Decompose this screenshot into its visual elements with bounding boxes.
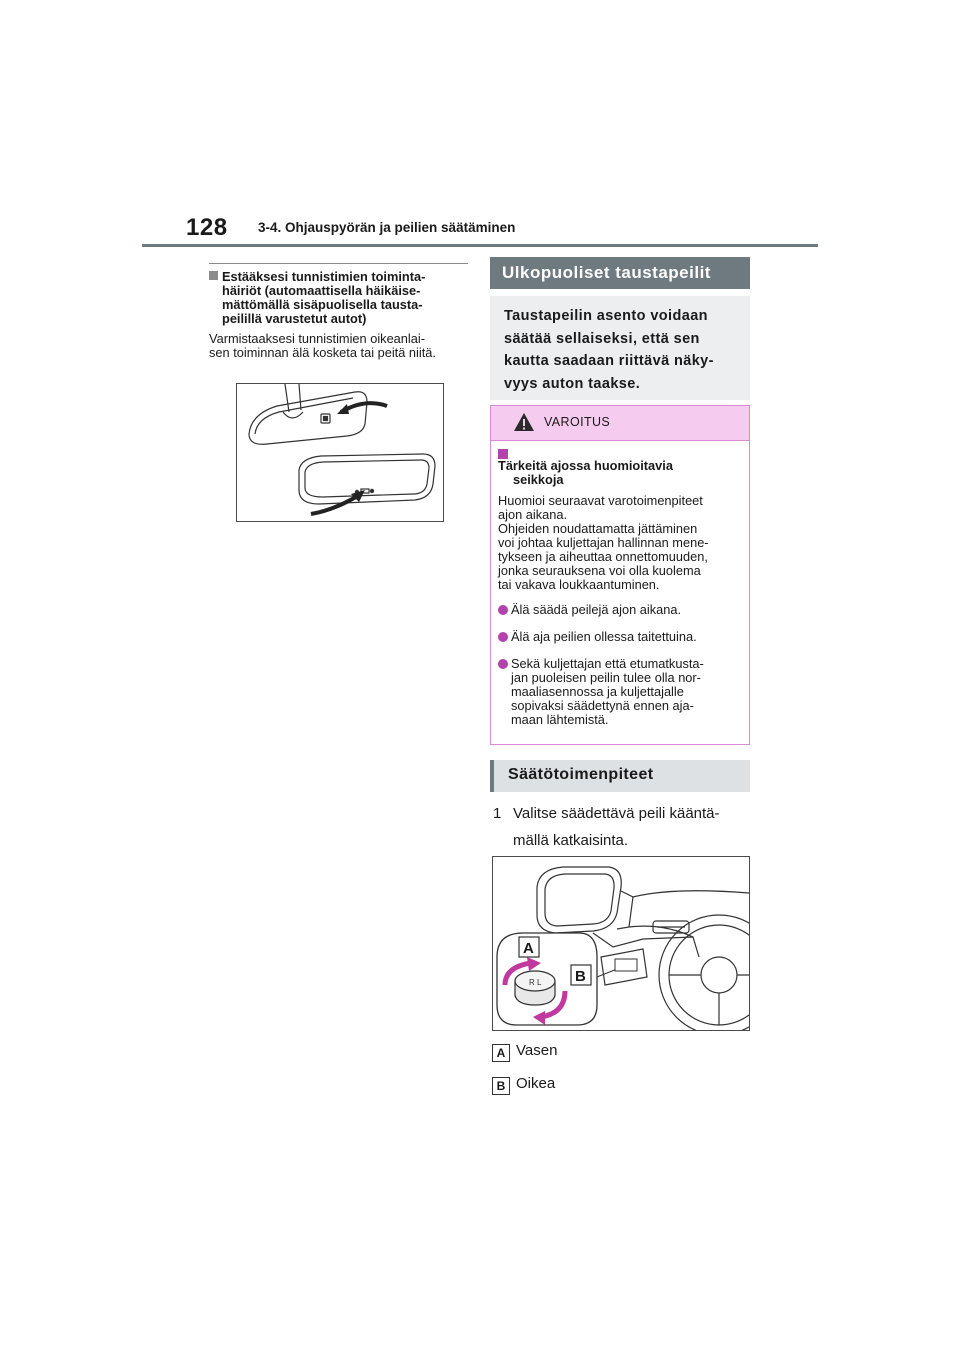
header-divider xyxy=(142,244,818,247)
left-subheading: Estääksesi tunnistimien toiminta- häiriöt (automaattisella häikäise- mättömällä sisäpuolisella tausta- peilillä varustetut autot) xyxy=(209,270,471,326)
chapter-title: 3-4. Ohjauspyörän ja peilien säätäminen xyxy=(258,220,516,235)
warning-title: VAROITUS xyxy=(544,415,611,429)
warning-header xyxy=(491,406,749,441)
bullet-dot-icon xyxy=(498,605,508,615)
left-body-text: Varmistaaksesi tunnistimien oikeanlai- sen toiminnan älä kosketa tai peitä niitä. xyxy=(209,331,436,360)
legend-item-b xyxy=(492,1075,555,1095)
warning-box xyxy=(490,405,750,745)
section-heading-adjustment: Säätötoimenpiteet xyxy=(490,760,750,792)
square-bullet-icon xyxy=(209,271,218,280)
step-text: Valitse säädettävä peili kääntä- mällä katkaisinta. xyxy=(513,805,720,849)
section-heading-outside-mirrors: Ulkopuoliset taustapeilit xyxy=(490,257,750,289)
mirror-switch-illustration xyxy=(492,856,750,1031)
legend-key-b: B xyxy=(492,1077,510,1095)
warning-triangle-icon xyxy=(513,412,535,432)
left-column xyxy=(209,264,471,360)
warning-subheading: Tärkeitä ajossa huomioitavia seikkoja xyxy=(498,449,742,487)
warning-paragraph: Huomioi seuraavat varotoimenpiteet ajon aikana. Ohjeiden noudattamatta jättäminen voi johtaa kuljettajan hallinnan mene- tykseen ja aiheuttaa onnettomuuden, jonka seurauksena voi olla kuolema tai vakava loukkaantuminen. xyxy=(498,493,709,592)
rearview-mirror-illustration xyxy=(236,383,444,522)
legend-item-a xyxy=(492,1042,557,1062)
step-number: 1 xyxy=(493,805,502,822)
svg-text:R L: R L xyxy=(529,978,542,987)
bullet-dot-icon xyxy=(498,659,508,669)
intro-box: Taustapeilin asento voidaan säätää sellaiseksi, että sen kautta saadaan riittävä näky- vyys auton taakse. xyxy=(490,296,750,400)
label-b: B xyxy=(575,968,586,985)
warning-bullet: Älä aja peilien ollessa taitettuina. xyxy=(498,630,742,644)
legend-key-a: A xyxy=(492,1044,510,1062)
bullet-dot-icon xyxy=(498,632,508,642)
warning-content xyxy=(491,441,749,727)
mirror-switch-drawing xyxy=(493,857,749,1030)
label-a: A xyxy=(523,940,534,957)
warning-bullet: Älä säädä peilejä ajon aikana. xyxy=(498,603,742,617)
legend-text-b: Oikea xyxy=(516,1075,556,1092)
legend-text-a: Vasen xyxy=(516,1042,558,1059)
rearview-mirror-drawing xyxy=(237,384,443,521)
page-number: 128 xyxy=(186,214,228,241)
warning-bullet: Sekä kuljettajan että etumatkusta- jan puoleisen peilin tulee olla nor- maaliasennossa ja kuljettajalle sopivaksi säädettynä ennen aja- maan lähtemistä. xyxy=(498,657,742,727)
